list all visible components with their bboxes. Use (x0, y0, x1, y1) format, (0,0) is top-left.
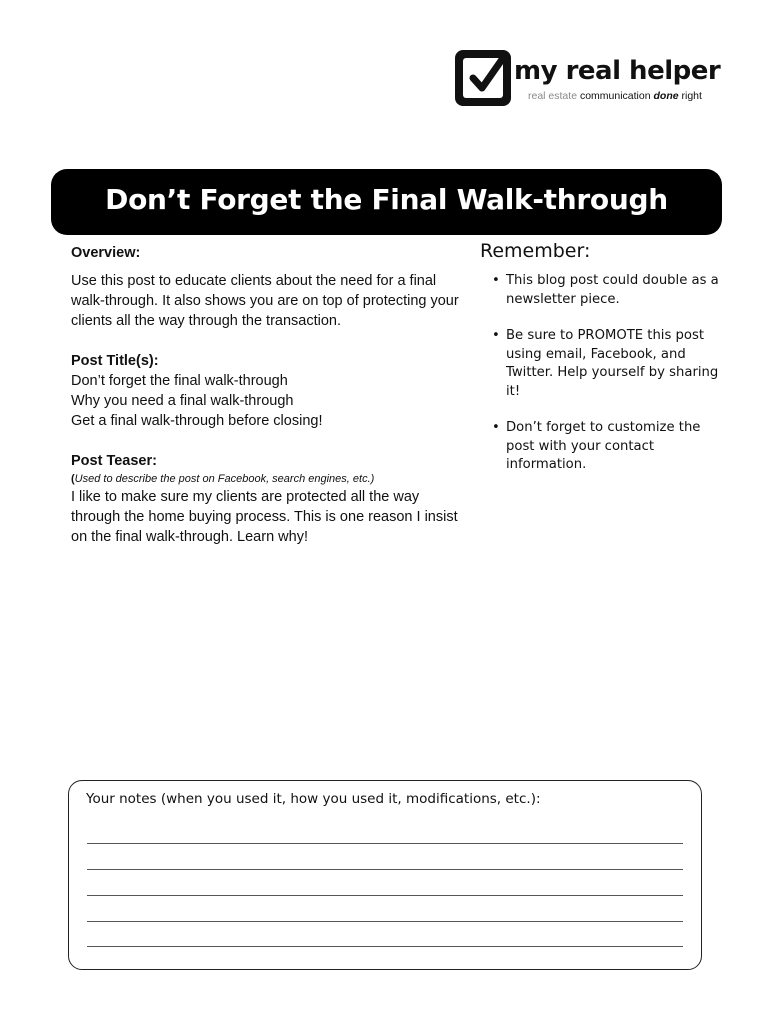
checkbox-logo-icon (455, 50, 511, 106)
notes-box (68, 780, 702, 970)
note-line[interactable] (87, 946, 683, 947)
title-banner (51, 169, 722, 235)
note-line[interactable] (87, 843, 683, 844)
overview-heading: Overview: (71, 245, 141, 261)
post-titles-heading: Post Title(s): (71, 353, 159, 369)
post-title-item: Why you need a final walk-through (71, 393, 294, 409)
note-line[interactable] (87, 895, 683, 896)
bullet-icon: • (492, 420, 500, 435)
post-title-item: Don’t forget the final walk-through (71, 373, 288, 389)
remember-item: • This blog post could double as a newsletter piece. (492, 273, 719, 307)
logo-name: my real helper (514, 56, 721, 86)
notes-label: Your notes (when you used it, how you used it, modifications, etc.): (86, 791, 541, 807)
logo (455, 50, 721, 108)
remember-item: • Don’t forget to customize the post with your contact information. (492, 420, 701, 472)
logo-tagline: real estate communication done right (528, 90, 702, 102)
post-title-item: Get a final walk-through before closing! (71, 413, 323, 429)
remember-item: • Be sure to PROMOTE this post using email, Facebook, and Twitter. Help yourself by sharing it! (492, 328, 719, 399)
remember-list (480, 272, 720, 475)
page-title: Don’t Forget the Final Walk-through (105, 183, 668, 216)
remember-heading: Remember: (480, 240, 591, 262)
bullet-icon: • (492, 273, 500, 288)
remember-panel (480, 240, 720, 493)
post-teaser-heading: Post Teaser: (71, 453, 157, 469)
note-line[interactable] (87, 869, 683, 870)
left-column (71, 243, 471, 547)
post-teaser-body: I like to make sure my clients are protected all the way through the home buying process. This is one reason I insist on the final walk-through. Learn why! (71, 489, 458, 545)
bullet-icon: • (492, 328, 500, 343)
note-line[interactable] (87, 921, 683, 922)
post-teaser-note: (Used to describe the post on Facebook, search engines, etc.) (71, 473, 375, 485)
overview-body: Use this post to educate clients about the need for a final walk-through. It also shows you are on top of protecting your clients all the way through the transaction. (71, 273, 459, 329)
